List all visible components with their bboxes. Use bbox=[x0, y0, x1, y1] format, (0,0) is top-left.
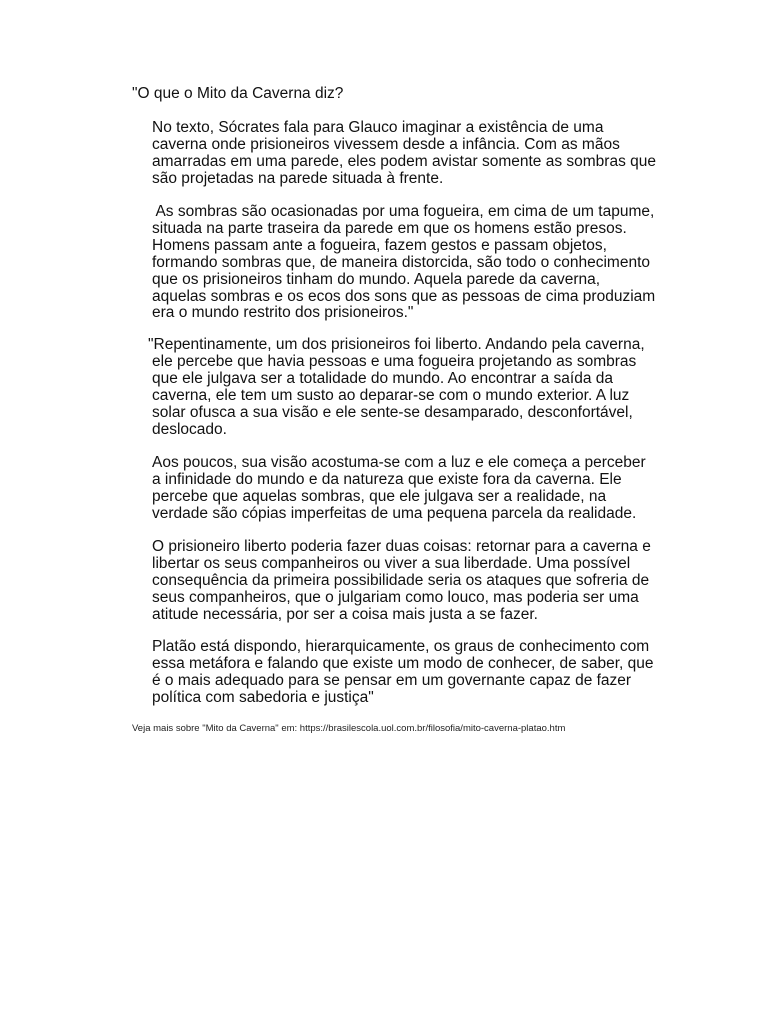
paragraph-line: deslocado. bbox=[152, 420, 227, 438]
paragraph-line: seus companheiros, que o julgariam como louco, mas poderia ser uma bbox=[152, 588, 639, 606]
paragraph-line: atitude necessária, por ser a coisa mais justa a se fazer. bbox=[152, 605, 538, 623]
paragraph-cave-description bbox=[152, 120, 664, 188]
paragraph-line: situada na parte traseira da parede em que os homens estão presos. bbox=[152, 219, 627, 237]
paragraph-line: era o mundo restrito dos prisioneiros." bbox=[152, 304, 414, 322]
paragraph-line: formando sombras que, de maneira distorcida, são todo o conhecimento bbox=[152, 253, 651, 271]
source-footnote: Veja mais sobre "Mito da Caverna" em: https://brasilescola.uol.com.br/filosofia/mito-caverna-platao.htm bbox=[132, 723, 566, 734]
document-heading: "O que o Mito da Caverna diz? bbox=[132, 85, 344, 102]
paragraph-line: a infinidade do mundo e da natureza que existe fora da caverna. Ele bbox=[152, 470, 622, 488]
paragraph-line: essa metáfora e falando que existe um modo de conhecer, de saber, que bbox=[152, 654, 654, 672]
paragraph-line: consequência da primeira possibilidade seria os ataques que sofreria de bbox=[152, 571, 650, 589]
paragraph-line: verdade são cópias imperfeitas de uma pequena parcela da realidade. bbox=[152, 504, 637, 522]
paragraph-line: Homens passam ante a fogueira, fazem gestos e passam objetos, bbox=[152, 236, 607, 254]
paragraph-line: Aos poucos, sua visão acostuma-se com a luz e ele começa a perceber bbox=[152, 454, 646, 471]
paragraph-line: O prisioneiro liberto poderia fazer duas coisas: retornar para a caverna e bbox=[152, 538, 651, 555]
paragraph-two-choices bbox=[152, 539, 664, 624]
paragraph-prisoner-freed bbox=[148, 336, 664, 438]
paragraph-line: amarradas em uma parede, eles podem avistar somente as sombras que bbox=[152, 152, 656, 170]
paragraph-line: que os prisioneiros tinham do mundo. Aquela parede da caverna, bbox=[152, 270, 601, 288]
paragraph-line: "Repentinamente, um dos prisioneiros foi liberto. Andando pela caverna, bbox=[148, 336, 645, 353]
paragraph-line: Platão está dispondo, hierarquicamente, os graus de conhecimento com bbox=[152, 638, 650, 655]
paragraph-line: aquelas sombras e os ecos dos sons que as pessoas de cima produziam bbox=[152, 287, 656, 305]
paragraph-line: percebe que aquelas sombras, que ele julgava ser a realidade, na bbox=[152, 487, 607, 505]
paragraph-line: libertar os seus companheiros ou viver a sua liberdade. Uma possível bbox=[152, 554, 631, 572]
paragraph-line: política com sabedoria e justiça" bbox=[152, 688, 374, 706]
paragraph-vision-adjusts bbox=[152, 455, 664, 523]
paragraph-shadows bbox=[152, 204, 664, 322]
paragraph-line: solar ofusca a sua visão e ele sente-se desamparado, desconfortável, bbox=[152, 403, 633, 421]
paragraph-line: que ele julgava ser a totalidade do mundo. Ao encontrar a saída da bbox=[152, 369, 614, 387]
paragraph-line: caverna onde prisioneiros vivessem desde a infância. Com as mãos bbox=[152, 135, 620, 153]
paragraph-line: é o mais adequado para se pensar em um governante capaz de fazer bbox=[152, 671, 632, 689]
paragraph-line: No texto, Sócrates fala para Glauco imaginar a existência de uma bbox=[152, 119, 604, 136]
paragraph-line: ele percebe que havia pessoas e uma fogueira projetando as sombras bbox=[152, 352, 637, 370]
paragraph-line: caverna, ele tem um susto ao deparar-se com o mundo exterior. A luz bbox=[152, 386, 630, 404]
paragraph-line: são projetadas na parede situada à frente. bbox=[152, 169, 444, 187]
paragraph-line: As sombras são ocasionadas por uma fogueira, em cima de um tapume, bbox=[152, 203, 655, 220]
paragraph-plato-knowledge bbox=[152, 639, 664, 707]
